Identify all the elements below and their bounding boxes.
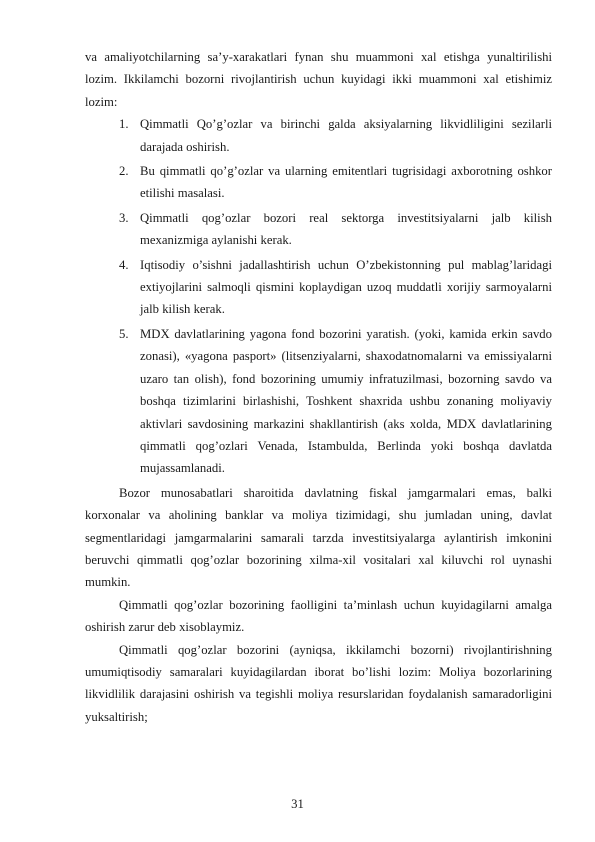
document-page — [85, 46, 552, 728]
body-paragraph: Bozor munosabatlari sharoitida davlatning fiskal jamgarmalari emas, balki korxonalar va aholining banklar va moliya tizimidagi, shu jumladan uning, davlat segmentlaridagi jamgarmalarini samarali tarzda investitsiyalarga aylantirish imkonini beruvchi qimmatli qog’ozlar bozorining xilma-xil vositalari xal kiluvchi rol uynashi mumkin. — [85, 485, 552, 590]
numbered-list — [85, 113, 552, 480]
body-paragraph: Qimmatli qog’ozlar bozorining faolligini ta’minlash uchun kuyidagilarni amalga oshirish zarur deb xisoblaymiz. — [85, 597, 552, 635]
body-paragraph: Qimmatli qog’ozlar bozorini (ayniqsa, ikkilamchi bozorni) rivojlantirishning umumiqtisodiy samaralari kuyidagilardan iborat bo’lishi lozim: Moliya bozorlarining likvidlilik darajasini oshirish va tegishli moliya resurslaridan foydalanish samaradorligini yuksaltirish; — [85, 642, 552, 724]
list-item-text: Bu qimmatli qo’g’ozlar va ularning emitentlari tugrisidagi axborotning oshkor etilishi masalasi. — [140, 164, 552, 201]
list-item-number: 1. — [119, 117, 129, 132]
list-item-number: 2. — [119, 164, 129, 179]
list-item — [85, 160, 552, 205]
intro-paragraph: va amaliyotchilarning sa’y-xarakatlari fynan shu muammoni xal etishga yunaltirilishi lozim. Ikkilamchi bozorni rivojlantirish uchun kuyidagi ikki muammoni xal etishimiz lozim: — [85, 50, 552, 109]
list-item-text: MDX davlatlarining yagona fond bozorini yaratish. (yoki, kamida erkin savdo zonasi), «yagona pasport» (litsenziyalarni, shaxodatnomalarni va emissiyalarni uzaro tan olish), fond bozorining umumiy infratuzilmasi, bozorning savdo va boshqa tizimlarini birlashishi, Toshkent shaxrida ushbu zonaning moliyaviy aktivlari savdosining markazini shakllantirish (aks xolda, MDX davlatlarining qimmatli qog’ozlari Venada, Istambulda, Berlinda yoki boshqa davlatda mujassamlanadi. — [140, 326, 552, 476]
list-item-text: Qimmatli Qo’g’ozlar va birinchi galda aksiyalarning likvidliligini sezilarli darajada oshirish. — [140, 117, 552, 154]
list-item-number: 3. — [119, 210, 129, 225]
list-item — [85, 207, 552, 252]
list-item-text: Qimmatli qog’ozlar bozori real sektorga investitsiyalarni jalb kilish mexanizmiga aylanishi kerak. — [140, 210, 552, 248]
list-item — [85, 323, 552, 480]
list-item-number: 5. — [119, 326, 129, 341]
list-item — [85, 113, 552, 158]
list-item-number: 4. — [119, 257, 129, 272]
page-number: 31 — [291, 797, 304, 811]
list-item — [85, 254, 552, 321]
list-item-text: Iqtisodiy o’sishni jadallashtirish uchun O’zbekistonning pul mablag’laridagi extiyojlarini salmoqli qismini koplaydigan uzoq muddatli xorijiy sarmoyalarni jalb kilish kerak. — [140, 257, 552, 317]
